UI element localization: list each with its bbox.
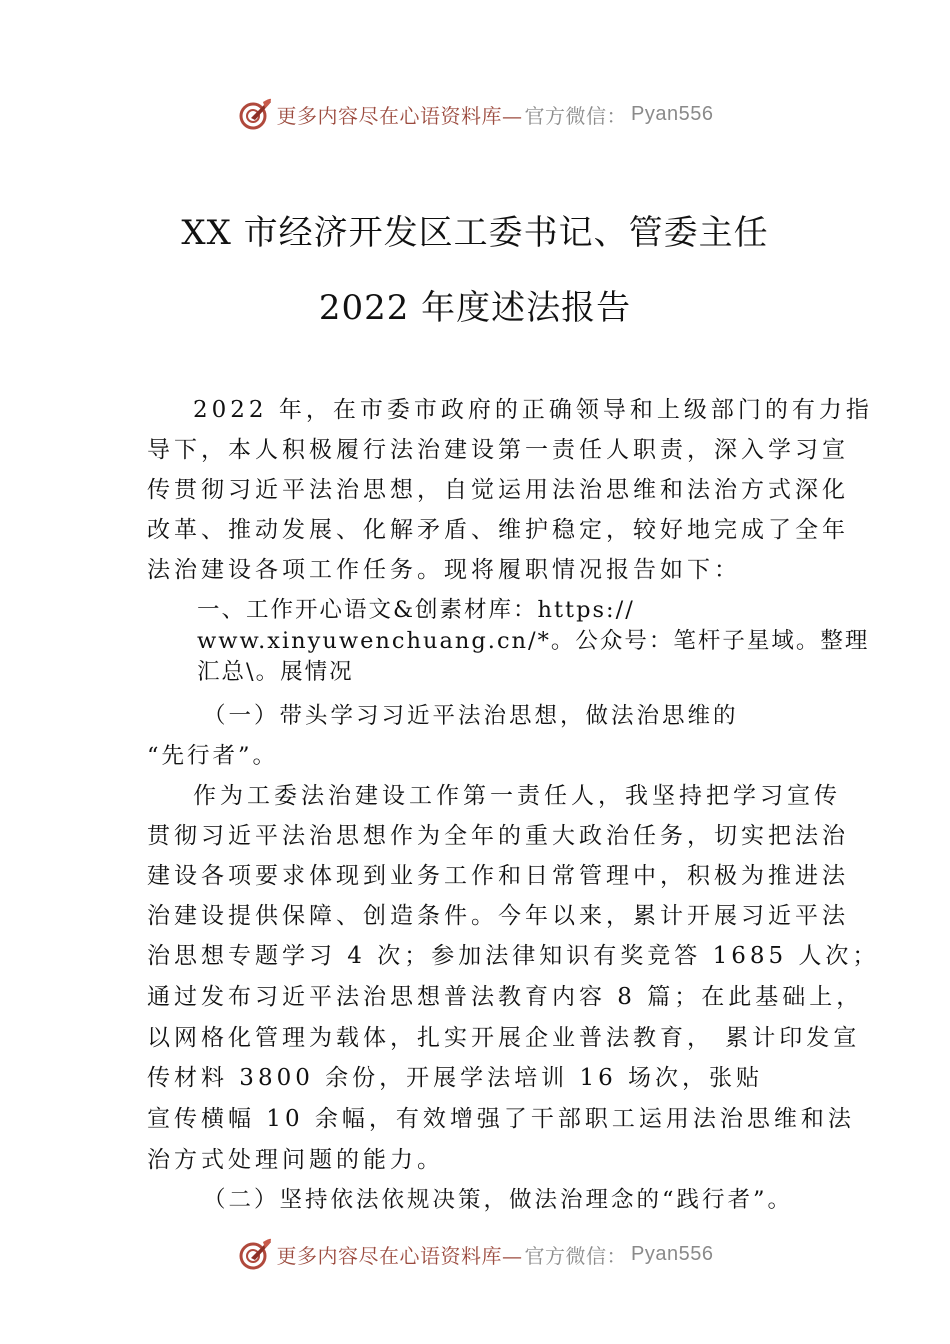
text-line: 贯彻习近平法治思想作为全年的重大政治任务，切实把法治 — [147, 823, 849, 849]
quill-logo-icon — [237, 1236, 273, 1272]
text-line: 法治建设各项工作任务。现将履职情况报告如下： — [147, 557, 741, 583]
banner-wechat-label: 官方微信： — [524, 103, 628, 128]
text-line: “先行者”。 — [147, 743, 279, 769]
text-line: 汇总\。展情况 — [197, 659, 354, 685]
banner-wechat-label: 官方微信： — [524, 1243, 628, 1268]
text-line: 改革、推动发展、化解矛盾、维护稳定，较好地完成了全年 — [147, 517, 849, 543]
subheading-2: （二）坚持依法依规决策，做法治理念的“践行者”。 — [203, 1187, 794, 1213]
quill-logo-icon — [237, 96, 273, 132]
text-line: 治思想专题学习 4 次；参加法律知识有奖竞答 1685 人次； — [147, 943, 880, 969]
text-line: 传材料 3800 余份，开展学法培训 16 场次，张贴 — [147, 1065, 764, 1091]
banner-text: 更多内容尽在心语资料库— — [276, 1243, 523, 1268]
banner-wechat-id: Pyan556 — [631, 1242, 714, 1265]
text-line: 治建设提供保障、创造条件。今年以来，累计开展习近平法 — [147, 903, 849, 929]
document-title-line-1: XX 市经济开发区工委书记、管委主任 — [181, 213, 769, 253]
text-line: （一）带头学习习近平法治思想，做法治思维的 — [203, 703, 739, 729]
text-line: 治方式处理问题的能力。 — [147, 1147, 444, 1173]
text-line: 以网格化管理为载体，扎实开展企业普法教育， 累计印发宣 — [147, 1025, 861, 1051]
text-line: 传贯彻习近平法治思想，自觉运用法治思维和法治方式深化 — [147, 477, 849, 503]
text-line: 宣传横幅 10 余幅，有效增强了干部职工运用法治思维和法 — [147, 1106, 855, 1132]
banner-text: 更多内容尽在心语资料库— — [276, 103, 523, 128]
text-line: 2022 年，在市委市政府的正确领导和上级部门的有力指 — [193, 397, 873, 423]
text-line: 通过发布习近平法治思想普法教育内容 8 篇；在此基础上， — [147, 984, 864, 1010]
header-watermark-banner — [0, 94, 950, 134]
text-line: 一、工作开心语文&创素材库：https:// — [197, 597, 635, 623]
text-line: www.xinyuwenchuang.cn/*。公众号：笔杆子星域。整理 — [197, 628, 870, 654]
banner-wechat-id: Pyan556 — [631, 102, 714, 125]
document-title-line-2: 2022 年度述法报告 — [318, 288, 632, 328]
text-line: 导下，本人积极履行法治建设第一责任人职责，深入学习宣 — [147, 437, 849, 463]
text-line: 作为工委法治建设工作第一责任人，我坚持把学习宣传 — [193, 783, 841, 809]
footer-watermark-banner — [0, 1234, 950, 1274]
text-line: 建设各项要求体现到业务工作和日常管理中，积极为推进法 — [147, 863, 849, 889]
